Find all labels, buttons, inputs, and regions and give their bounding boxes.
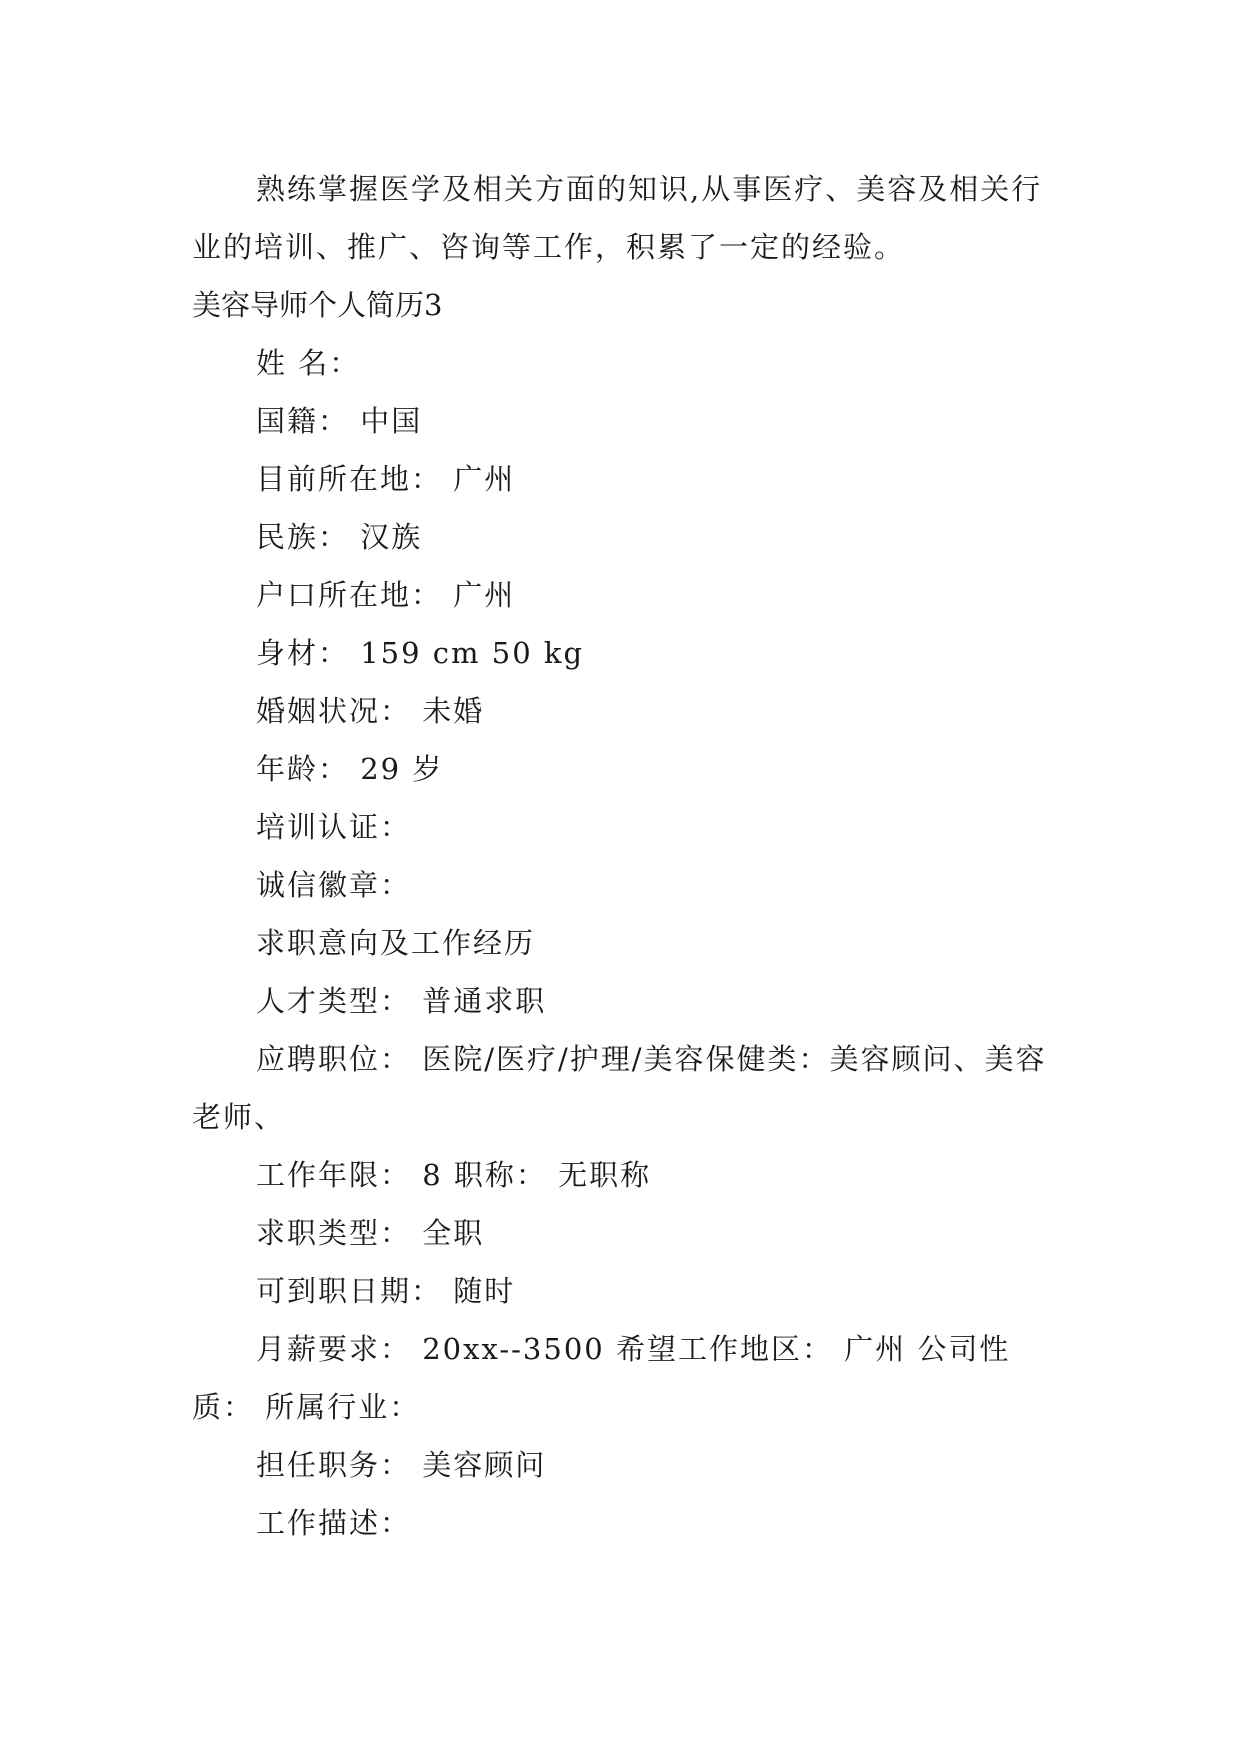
field-training-certification: 培训认证： [256, 810, 412, 844]
field-height-weight: 身材： 159 cm 50 kg [256, 636, 585, 670]
field-age: 年龄： 29 岁 [256, 752, 444, 786]
field-job-description: 工作描述： [256, 1506, 412, 1540]
field-available-date: 可到职日期： 随时 [256, 1274, 516, 1308]
section-heading: 求职意向及工作经历 [256, 926, 536, 960]
field-current-location: 目前所在地： 广州 [256, 462, 516, 496]
field-nationality: 国籍： 中国 [256, 404, 423, 438]
field-marital-status: 婚姻状况： 未婚 [256, 694, 485, 728]
field-position-held: 担任职务： 美容顾问 [256, 1448, 547, 1482]
document-page [192, 160, 1052, 1552]
field-salary-and-region: 月薪要求： 20xx--3500 希望工作地区： 广州 公司性质： 所属行业： [192, 1332, 1011, 1424]
field-ethnicity: 民族： 汉族 [256, 520, 423, 554]
field-integrity-badge: 诚信徽章： [256, 868, 412, 902]
field-job-type: 求职类型： 全职 [256, 1216, 485, 1250]
field-position-applied: 应聘职位： 医院/医疗/护理/美容保健类：美容顾问、美容老师、 [192, 1042, 1047, 1134]
field-talent-type: 人才类型： 普通求职 [256, 984, 547, 1018]
intro-paragraph: 熟练掌握医学及相关方面的知识,从事医疗、美容及相关行业的培训、推广、咨询等工作，积累了一定的经验。 [192, 172, 1043, 264]
field-years-and-title: 工作年限： 8 职称： 无职称 [256, 1158, 652, 1192]
field-name: 姓 名： [256, 346, 361, 380]
field-household-registration: 户口所在地： 广州 [256, 578, 516, 612]
resume-title: 美容导师个人简历3 [192, 288, 443, 322]
